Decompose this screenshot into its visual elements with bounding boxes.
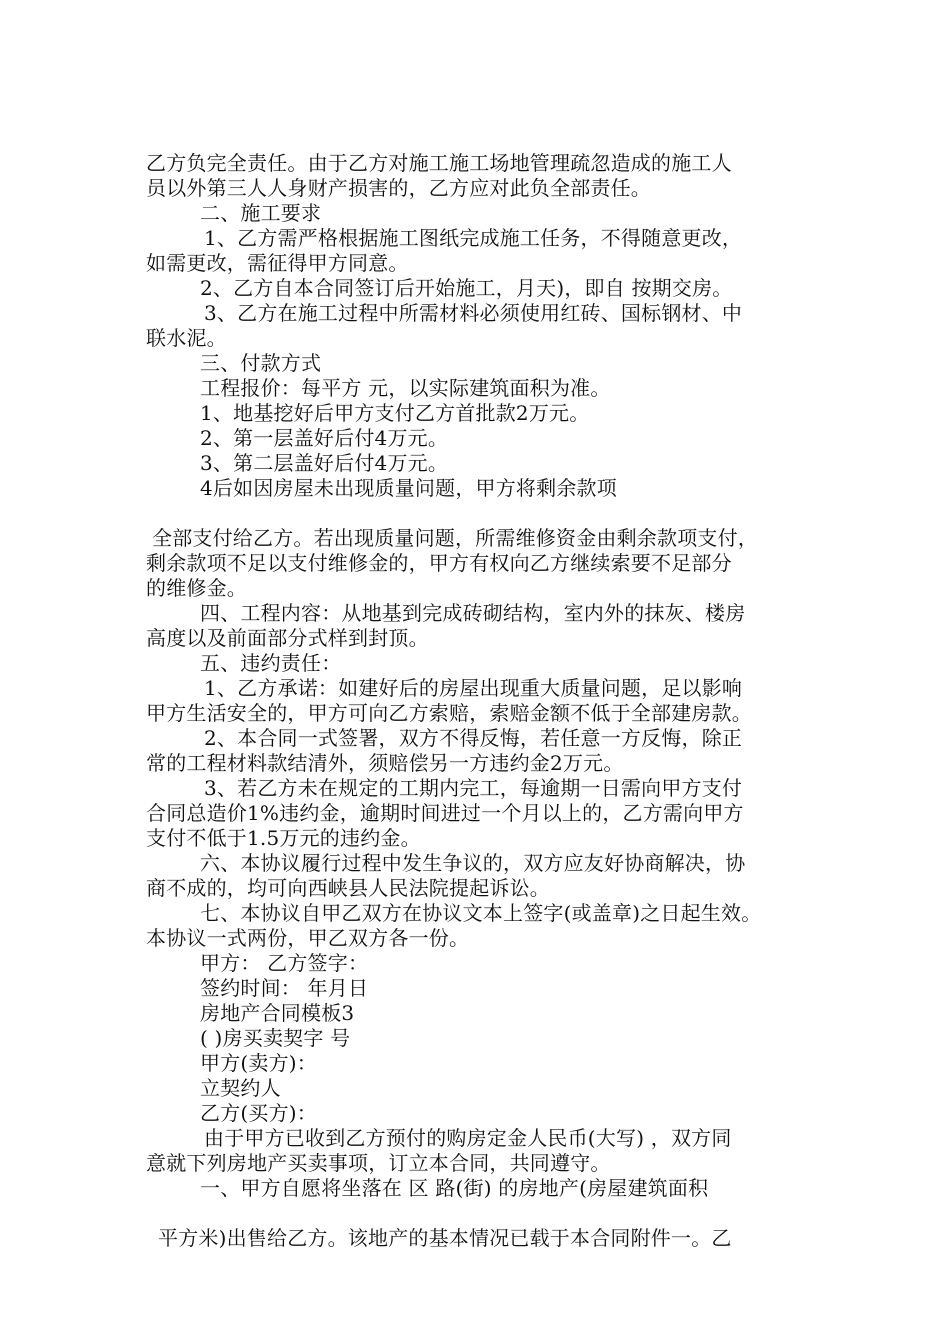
text-line: 平方米)出售给乙方。该地产的基本情况已载于本合同附件一。乙 — [158, 1226, 732, 1250]
seller-line: 甲方(卖方)： — [200, 1051, 318, 1075]
text-line: 意就下列房地产买卖事项，订立本合同，共同遵守。 — [146, 1151, 611, 1175]
text-line: 商不成的，均可向西峡县人民法院提起诉讼。 — [146, 876, 550, 900]
text-line: 1、乙方需严格根据施工图纸完成施工任务，不得随意更改， — [204, 226, 743, 250]
text-line: 七、本协议自甲乙双方在协议文本上签字(或盖章)之日起生效。 — [200, 901, 762, 925]
text-line: 的维修金。 — [146, 576, 247, 600]
contract-number-line: ( )房买卖契字 号 — [200, 1026, 351, 1050]
text-line: 3、乙方在施工过程中所需材料必须使用红砖、国标钢材、中 — [204, 301, 743, 325]
signature-line: 甲方： 乙方签字： — [200, 951, 369, 975]
text-line: 支付不低于1.5万元的违约金。 — [146, 826, 421, 850]
text-line: 联水泥。 — [146, 326, 227, 350]
text-line: 由于甲方已收到乙方预付的购房定金人民币(大写) ，双方同 — [204, 1126, 732, 1150]
text-line: 2、第一层盖好后付4万元。 — [200, 426, 449, 450]
text-line: 合同总造价1%违约金，逾期时间进过一个月以上的，乙方需向甲方 — [146, 801, 744, 825]
section-heading: 四、工程内容：从地基到完成砖砌结构，室内外的抹灰、楼房 — [200, 601, 746, 625]
text-line: 六、本协议履行过程中发生争议的，双方应友好协商解决，协 — [200, 851, 746, 875]
text-line: 1、乙方承诺：如建好后的房屋出现重大质量问题，足以影响 — [204, 676, 743, 700]
text-line: 工程报价：每平方 元，以实际建筑面积为准。 — [200, 376, 611, 400]
text-line: 如需更改，需征得甲方同意。 — [146, 251, 409, 275]
template-title: 房地产合同模板3 — [200, 1001, 355, 1025]
text-line: 常的工程材料款结清外，须赔偿另一方违约金2万元。 — [146, 751, 624, 775]
text-line: 员以外第三人人身财产损害的，乙方应对此负全部责任。 — [146, 176, 651, 200]
text-line: 3、第二层盖好后付4万元。 — [200, 451, 449, 475]
text-line: 全部支付给乙方。若出现质量问题，所需维修资金由剩余款项支付， — [152, 526, 758, 550]
section-heading: 二、施工要求 — [200, 201, 322, 225]
text-line: 1、地基挖好后甲方支付乙方首批款2万元。 — [200, 401, 590, 425]
buyer-line: 乙方(买方)： — [200, 1101, 318, 1125]
section-heading: 五、违约责任： — [200, 651, 342, 675]
text-line: 2、本合同一式签署，双方不得反悔，若任意一方反悔，除正 — [204, 726, 743, 750]
text-line: 剩余款项不足以支付维修金的，甲方有权向乙方继续索要不足部分 — [146, 551, 732, 575]
section-heading: 一、甲方自愿将坐落在 区 路(街) 的房地产(房屋建筑面积 — [200, 1176, 709, 1200]
text-line: 本协议一式两份，甲乙双方各一份。 — [146, 926, 470, 950]
contract-party-line: 立契约人 — [200, 1076, 281, 1100]
signing-date-line: 签约时间： 年月日 — [200, 976, 369, 1000]
text-line: 乙方负完全责任。由于乙方对施工施工场地管理疏忽造成的施工人 — [146, 151, 732, 175]
text-line: 甲方生活安全的，甲方可向乙方索赔，索赔金额不低于全部建房款。 — [146, 701, 752, 725]
text-line: 4后如因房屋未出现质量问题，甲方将剩余款项 — [200, 476, 617, 500]
text-line: 2、乙方自本合同签订后开始施工，月天)，即自 按期交房。 — [200, 276, 733, 300]
section-heading: 三、付款方式 — [200, 351, 322, 375]
text-line: 3、若乙方未在规定的工期内完工，每逾期一日需向甲方支付 — [204, 776, 743, 800]
text-line: 高度以及前面部分式样到封顶。 — [146, 626, 429, 650]
